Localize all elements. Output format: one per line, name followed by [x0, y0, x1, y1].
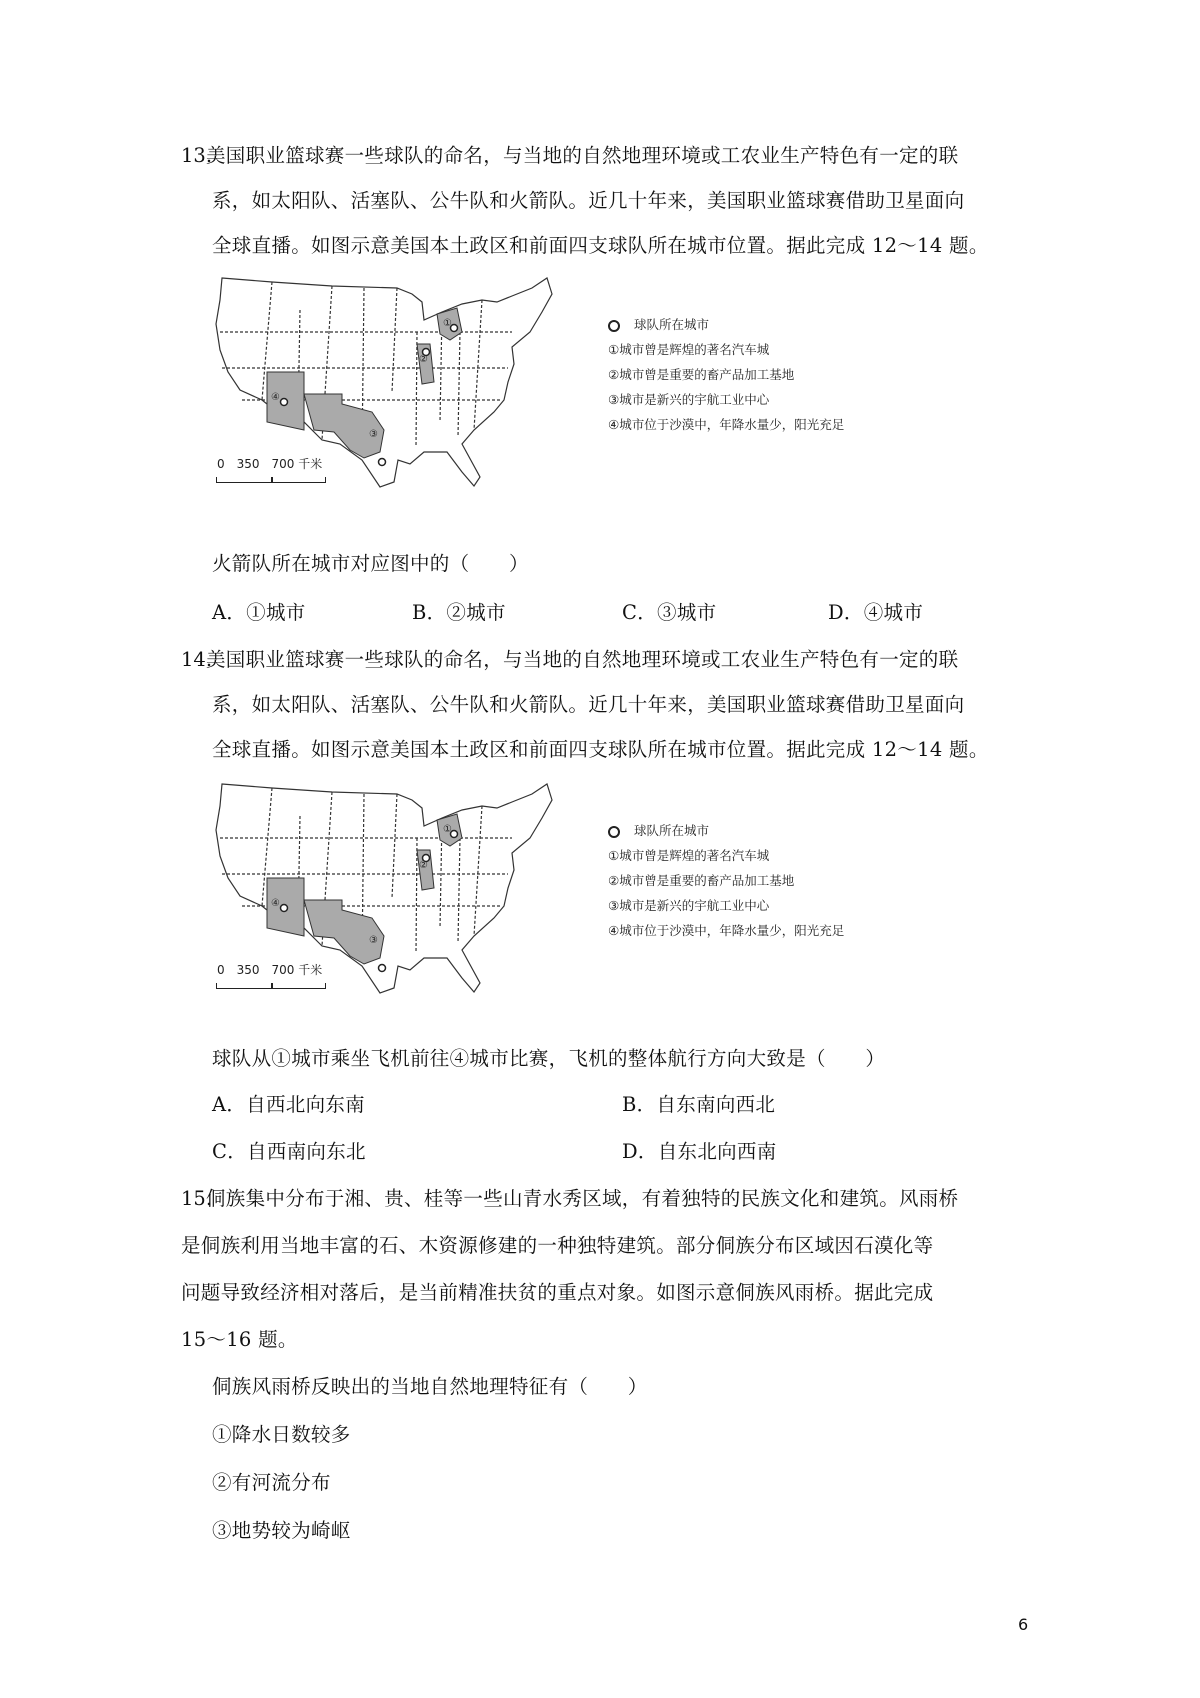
q13-option-d[interactable]: D．④城市	[828, 601, 924, 624]
map-legend	[608, 818, 844, 943]
q13-option-a[interactable]: A．①城市	[212, 601, 306, 624]
legend-item-2: ②城市曾是重要的畜产品加工基地	[608, 873, 795, 888]
q13-option-c[interactable]: C．③城市	[622, 601, 717, 624]
marker-4: ④	[271, 898, 280, 909]
q14-option-a[interactable]: A．自西北向东南	[212, 1093, 365, 1116]
q14-number: 14.	[181, 648, 213, 671]
legend-item-4: ④城市位于沙漠中，年降水量少，阳光充足	[608, 923, 845, 938]
q14-text-line-3: 全球直播。如图示意美国本土政区和前面四支球队所在城市位置。据此完成 12～14 题。	[212, 738, 989, 761]
legend-item-2: ②城市曾是重要的畜产品加工基地	[608, 367, 795, 382]
q14-text-line-1: 美国职业篮球赛一些球队的命名，与当地的自然地理环境或工农业生产特色有一定的联	[206, 648, 959, 671]
q14-question: 球队从①城市乘坐飞机前往④城市比赛，飞机的整体航行方向大致是（ ）	[212, 1047, 886, 1070]
city-dot-icon	[608, 826, 620, 838]
us-map-figure-2	[212, 778, 952, 1023]
marker-2: ②	[419, 860, 428, 871]
us-map-figure-1	[212, 272, 952, 517]
q13-question: 火箭队所在城市对应图中的（ ）	[212, 552, 529, 575]
q14-option-c[interactable]: C．自西南向东北	[212, 1140, 366, 1163]
q15-question: 侗族风雨桥反映出的当地自然地理特征有（ ）	[212, 1375, 648, 1398]
q15-text-line-2: 是侗族利用当地丰富的石、木资源修建的一种独特建筑。部分侗族分布区域因石漠化等	[181, 1234, 934, 1257]
q13-text-line-1: 美国职业篮球赛一些球队的命名，与当地的自然地理环境或工农业生产特色有一定的联	[206, 144, 959, 167]
legend-item-3: ③城市是新兴的宇航工业中心	[608, 392, 770, 407]
map-scale-bar	[216, 983, 326, 989]
marker-1: ①	[443, 318, 452, 329]
marker-1: ①	[443, 824, 452, 835]
legend-title: 球队所在城市	[634, 317, 710, 332]
q15-text-line-3: 问题导致经济相对落后，是当前精准扶贫的重点对象。如图示意侗族风雨桥。据此完成	[181, 1281, 934, 1304]
marker-3: ③	[369, 935, 378, 946]
map-scale-bar	[216, 477, 326, 483]
q15-text-line-1: 侗族集中分布于湘、贵、桂等一些山青水秀区域，有着独特的民族文化和建筑。风雨桥	[206, 1187, 959, 1210]
marker-3: ③	[369, 429, 378, 440]
city-dot-icon	[608, 320, 620, 332]
page-number: 6	[1018, 1615, 1029, 1634]
q15-text-line-4: 15～16 题。	[181, 1328, 298, 1351]
q15-item-3: ③地势较为崎岖	[212, 1519, 351, 1542]
q15-number: 15.	[181, 1187, 213, 1210]
q14-text-line-2: 系，如太阳队、活塞队、公牛队和火箭队。近几十年来，美国职业篮球赛借助卫星面向	[212, 693, 965, 716]
q13-text-line-2: 系，如太阳队、活塞队、公牛队和火箭队。近几十年来，美国职业篮球赛借助卫星面向	[212, 189, 965, 212]
legend-item-3: ③城市是新兴的宇航工业中心	[608, 898, 770, 913]
q13-text-line-3: 全球直播。如图示意美国本土政区和前面四支球队所在城市位置。据此完成 12～14 题。	[212, 234, 989, 257]
legend-item-4: ④城市位于沙漠中，年降水量少，阳光充足	[608, 417, 845, 432]
q14-option-d[interactable]: D．自东北向西南	[622, 1140, 777, 1163]
map-scale-label: 0 350 700 千米	[217, 963, 323, 977]
legend-item-1: ①城市曾是辉煌的著名汽车城	[608, 848, 770, 863]
q13-number: 13.	[181, 144, 213, 167]
marker-2: ②	[419, 354, 428, 365]
marker-4: ④	[271, 392, 280, 403]
map-scale-label: 0 350 700 千米	[217, 457, 323, 471]
legend-item-1: ①城市曾是辉煌的著名汽车城	[608, 342, 770, 357]
legend-title: 球队所在城市	[634, 823, 710, 838]
q15-item-1: ①降水日数较多	[212, 1423, 351, 1446]
map-legend	[608, 312, 844, 437]
q13-option-b[interactable]: B．②城市	[412, 601, 506, 624]
q15-item-2: ②有河流分布	[212, 1471, 331, 1494]
q14-option-b[interactable]: B．自东南向西北	[622, 1093, 776, 1116]
